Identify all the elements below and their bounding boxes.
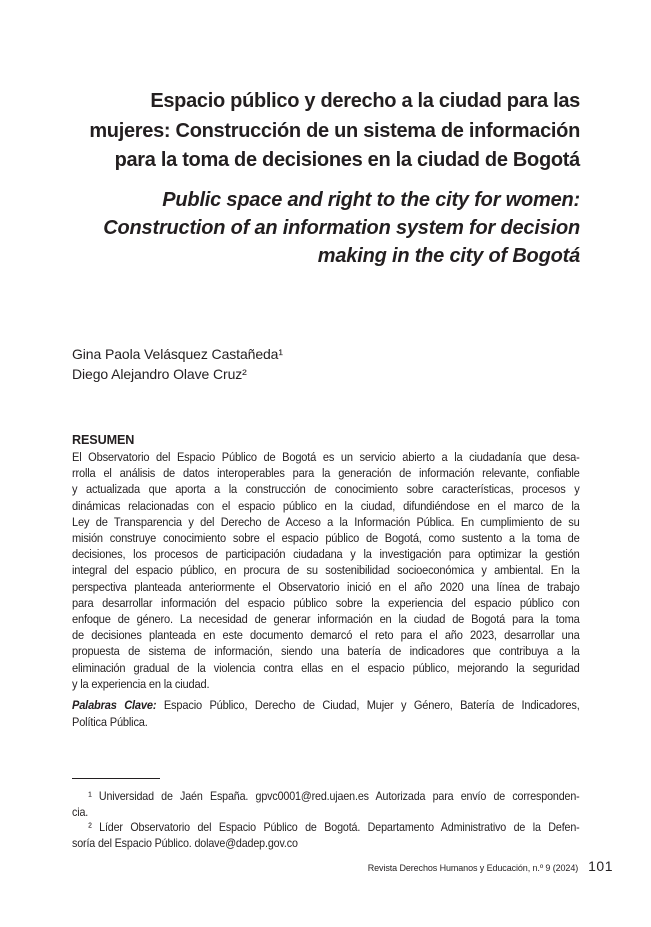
footnote-line: cia. [72,804,89,819]
abstract-line: integral del espacio público, en procura de su sostenibilidad socioeconómica y ambiental. En la [72,563,580,578]
footnote-line: ¹ Universidad de Jaén España. gpvc0001@red.ujaen.es Autorizada para envío de corresponden- [88,789,580,803]
journal-citation: Revista Derechos Humanos y Educación, n.º 9 (2024) [367,863,579,873]
keywords-line-1 [72,697,580,714]
article-title-english-line: Public space and right to the city for women: [162,189,580,211]
article-title-spanish-line: Espacio público y derecho a la ciudad para las [150,90,580,112]
footnote-1 [72,789,580,821]
keywords-line-2: Política Pública. [72,714,148,729]
author-name: Gina Paola Velásquez Castañeda¹ [72,346,283,362]
author-list [72,345,283,384]
footnote-line: soría del Espacio Público. dolave@dadep.gov.co [72,835,298,850]
abstract-line: dinámicas relacionadas con el espacio público en la ciudad, difundiéndose en el marco de la [72,498,580,513]
keywords-text: Espacio Público, Derecho de Ciudad, Mujer y Género, Batería de Indicadores, [156,698,580,712]
abstract-line: propuesta de sistema de información, siendo una batería de indicadores que contribuya a la [72,644,580,659]
abstract-line: enfoque de género. La necesidad de generar información en la ciudad de Bogotá para la toma [72,612,580,627]
abstract-line: para desarrollar información del espacio público sobre la experiencia del espacio público con [72,595,580,610]
abstract-text [72,449,580,692]
footnote-2 [72,820,580,852]
article-title-english-line: making in the city of Bogotá [317,245,580,267]
article-title-english-line: Construction of an information system for decision [103,217,580,239]
page-number: 101 [588,858,613,874]
abstract-line: de decisiones planteada en este documento demarcó el reto para el año 2023, desarrollar una [72,628,580,643]
abstract-line: Ley de Transparencia y del Derecho de Acceso a la Información Pública. En cumplimiento de su [72,514,580,529]
article-title-spanish-line: para la toma de decisiones en la ciudad de Bogotá [114,149,580,171]
author-name: Diego Alejandro Olave Cruz² [72,365,247,382]
footnote-separator-rule [72,778,160,779]
abstract-heading: RESUMEN [72,433,135,447]
keywords-label: Palabras Clave: [72,698,157,712]
page-footer [368,858,613,874]
article-title-english [72,186,580,270]
abstract-line: y la experiencia en la ciudad. [72,676,210,691]
abstract-line: decisiones, los procesos de participación ciudadana y la investigación para optimizar la gestión [72,547,580,562]
abstract-line: eliminación gradual de la violencia contra ellas en el espacio público, mejorando la seguridad [72,660,580,675]
abstract-line: y actualizada que aporta a la construcción de conocimiento sobre características, procesos y [72,482,580,497]
abstract-line: perspectiva planteada anteriormente el Observatorio inició en el año 2020 una línea de trabajo [72,579,580,594]
abstract-line: El Observatorio del Espacio Público de Bogotá es un servicio abierto a la ciudadanía que desa- [72,450,580,464]
article-title-spanish-line: mujeres: Construcción de un sistema de información [89,119,580,142]
abstract-line: misión construye conocimiento sobre el espacio público de Bogotá, como sustento a la toma de [72,531,580,546]
abstract-line: rrolla el análisis de datos interoperables para la generación de información relevante, confiable [72,466,580,481]
article-title-spanish [72,87,580,176]
footnote-line: ² Líder Observatorio del Espacio Público de Bogotá. Departamento Administrativo de la Defen- [88,820,580,834]
keywords-paragraph [72,697,580,730]
